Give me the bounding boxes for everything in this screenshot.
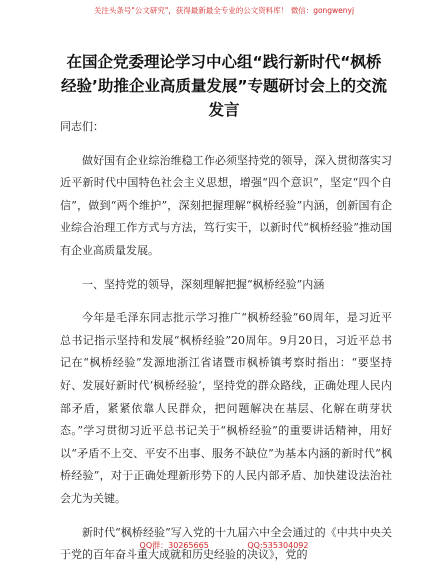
paragraph-continued: 新时代“枫桥经验”写入党的十九届六中全会通过的《中共中央关于党的百年奋斗重大成就和历史经验的决议》，党的 bbox=[60, 525, 392, 562]
salutation: 同志们： bbox=[60, 120, 104, 133]
footer-qq-group: QQ群：30265665 bbox=[139, 541, 209, 550]
page-footer bbox=[0, 540, 448, 552]
paragraph-intro: 做好国有企业综治维稳工作必须坚持党的领导，深入贯彻落实习近平新时代中国特色社会主义思想，增强“四个意识”，坚定“四个自信”，做到“两个维护”，深刻把握理解“枫桥经验”内涵，创新国有企业综合治理工作方式与方法，笃行实干，以新时代“枫桥经验”推动国有企业高质量发展。 bbox=[60, 153, 392, 257]
footer-qq: QQ:535304092 bbox=[247, 541, 309, 550]
document-title: 在国企党委理论学习中心组“践行新时代“枫桥经验’助推企业高质量发展”专题研讨会上的交流发言 bbox=[60, 53, 388, 119]
paragraph-section-1: 今年是毛泽东同志批示学习推广“枫桥经验”60周年，是习近平总书记指示坚持和发展“枫桥经验”20周年。9月20日，习近平总书记在“枫桥经验”发源地浙江省诸暨市枫桥镇考察时指出：“要坚持好、发展好新时代‘枫桥经验’，坚持党的群众路线，正确处理人民内部矛盾，紧紧依靠人民群众，把问题解决在基层、化解在萌芽状态。”学习贯彻习近平总书记关于“枫桥经验”的重要讲话精神，用好以“矛盾不上交、平安不出事、服务不缺位”为基本内涵的新时代“枫桥经验”，对于正确处理新形势下的人民内部矛盾、加快建设法治社会尤为关键。 bbox=[60, 311, 392, 505]
promo-banner: 关注头条号"公文研究"，获得最新最全专业的公文资料库！ 微信：gongwenyj bbox=[93, 6, 355, 15]
document-body bbox=[60, 116, 392, 578]
section-heading-1: 一、坚持党的领导，深刻理解把握“枫桥经验”内涵 bbox=[82, 277, 325, 291]
